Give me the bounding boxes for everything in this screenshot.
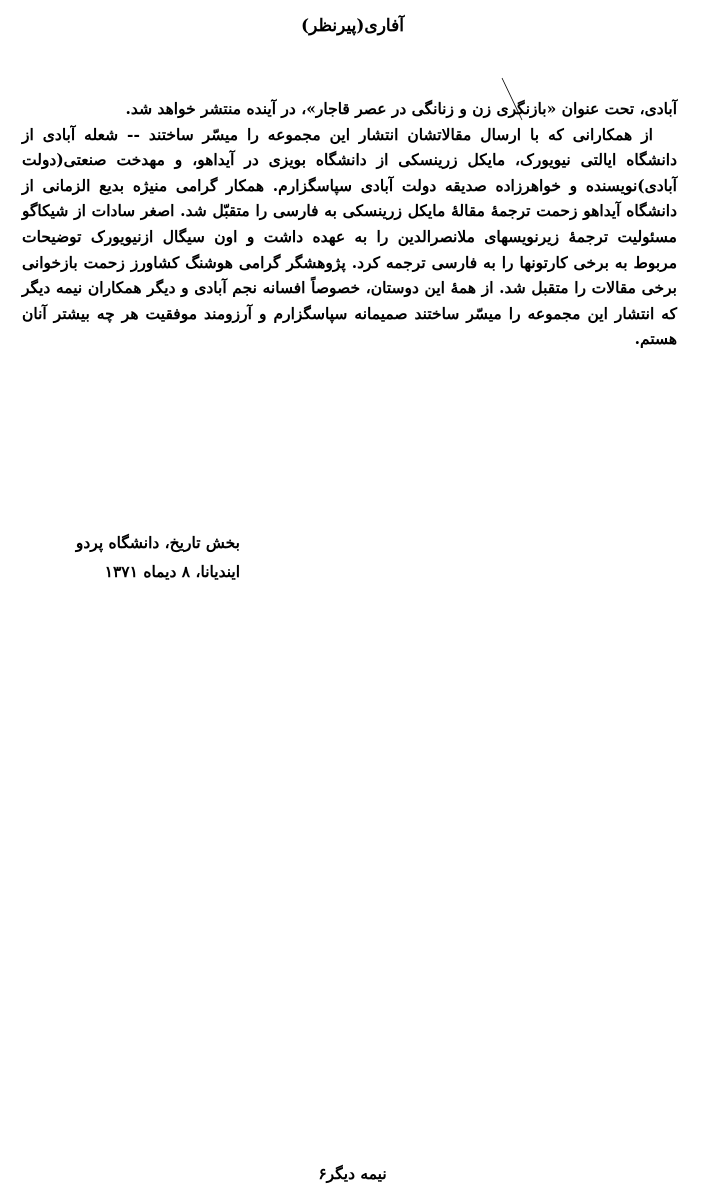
- paragraph-continuation: آبادی، تحت عنوان «بازنگری زن و زنانگی در عصر قاجار»، در آینده منتشر خواهد شد.: [125, 99, 677, 118]
- page-footer: نیمه دیگر۶: [318, 1164, 387, 1183]
- signature-block: [20, 528, 240, 586]
- paragraph-acknowledgements: از همکارانی که با ارسال مقالاتشان انتشار این مجموعه را میسّر ساختند -- شعله آبادی از دانشگاه ایالتی نیویورک، مایکل زرینسکی از دانشگاه بویزی در آیداهو، و مهدخت صنعتی(دولت آبادی)نویسنده و خواهرزاده صدیقه دولت آبادی سپاسگزارم. همکار گرامی منیژه بدیع الزمانی از دانشگاه آیداهو زحمت ترجمهٔ مقالهٔ مایکل زرینسکی به فارسی را متقبّل شد. اصغر سادات از شیکاگو مسئولیت ترجمهٔ زیرنویسهای ملانصرالدین را به عهده داشت و اون سیگال ازنیویورک توضیحات مربوط به برخی کارتونها را به فارسی ترجمه کرد. پژوهشگر گرامی هوشنگ کشاورز زحمت بازخوانی برخی مقالات را متقبل شد. از همهٔ این دوستان، خصوصاً افسانه نجم آبادی و دیگر همکاران نیمه دیگر که انتشار این مجموعه را میسّر ساختند صمیمانه سپاسگزارم و آرزومند موفقیت هر چه بیشتر آنان هستم.: [22, 124, 677, 349]
- signature-affiliation: بخش تاریخ، دانشگاه پردو: [75, 533, 240, 552]
- signature-place-date: ایندیانا، ۸ دیماه ۱۳۷۱: [104, 562, 240, 581]
- running-header: آفاری(پیرنظر): [301, 16, 404, 36]
- body-text: [22, 96, 677, 352]
